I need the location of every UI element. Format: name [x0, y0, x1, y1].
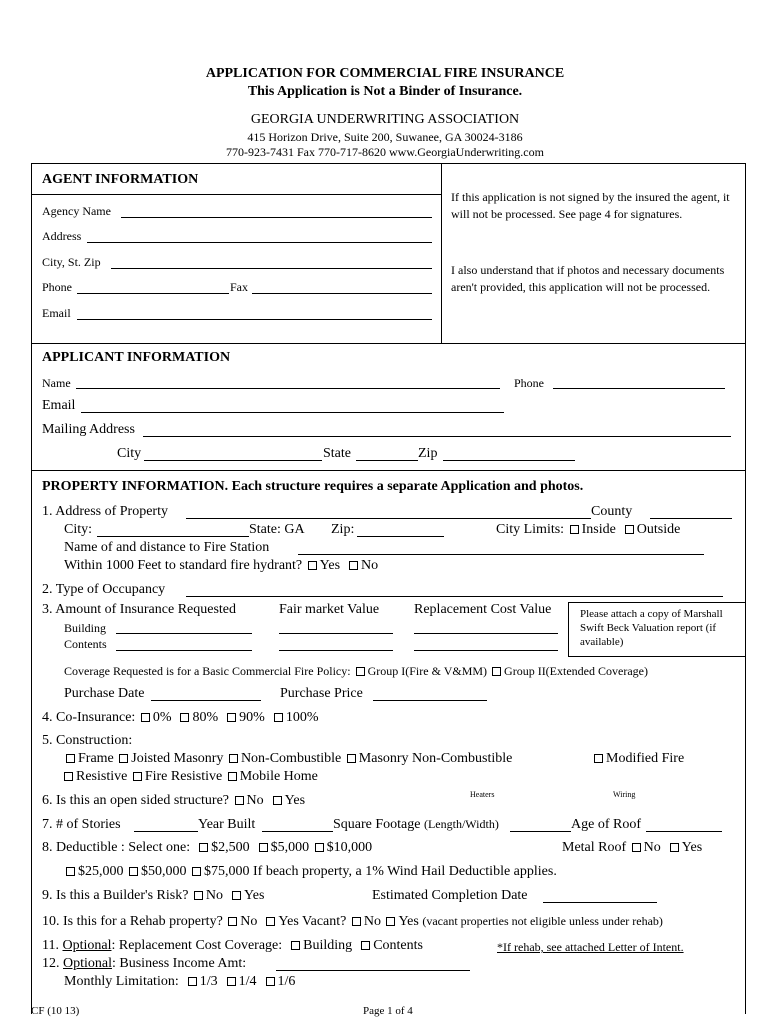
mobile-home-checkbox[interactable]: [228, 772, 237, 781]
rc-contents-checkbox[interactable]: [361, 941, 370, 950]
contents-amount-field[interactable]: [116, 650, 252, 651]
agent-email-label: Email: [42, 306, 71, 320]
agent-city-field[interactable]: [111, 268, 432, 269]
business-income-label: 12. Optional: Business Income Amt:: [42, 956, 247, 971]
rehab-no-checkbox[interactable]: [228, 917, 237, 926]
fire-station-label: Name of and distance to Fire Station: [64, 540, 270, 555]
fair-market-label: Fair market Value: [279, 602, 380, 617]
agent-address-label: Address: [42, 229, 82, 243]
agent-fax-label: Fax: [230, 280, 248, 294]
sqft-field[interactable]: [510, 831, 571, 832]
applicant-email-field[interactable]: [81, 412, 504, 413]
agent-heading: AGENT INFORMATION: [42, 172, 199, 187]
rehab-letter-note: *If rehab, see attached Letter of Intent.: [497, 940, 684, 954]
outside-label: Outside: [636, 522, 681, 537]
ded-10000-checkbox[interactable]: [315, 843, 324, 852]
metal-roof-no-checkbox[interactable]: [632, 843, 641, 852]
stories-field[interactable]: [134, 831, 198, 832]
contents-fmv-field[interactable]: [279, 650, 393, 651]
agent-fax-field[interactable]: [252, 293, 432, 294]
form-id: CF (10 13): [31, 1005, 80, 1017]
fire-resistive-checkbox[interactable]: [133, 772, 142, 781]
property-zip-field[interactable]: [357, 536, 444, 537]
hydrant-no-checkbox[interactable]: [349, 561, 358, 570]
resistive-mark: [64, 772, 73, 781]
page-number: Page 1 of 4: [363, 1005, 413, 1017]
applicant-city-label: City: [117, 446, 142, 461]
applicant-heading: APPLICANT INFORMATION: [42, 350, 231, 365]
construction-row1: Frame Joisted Masonry Non-Combustible Masonry Non-Combustible: [64, 752, 512, 766]
county-label: County: [591, 504, 633, 519]
documents-notice: I also understand that if photos and necessary documents aren't provided, this application will not be processed.: [451, 263, 725, 294]
builders-risk-yes-checkbox[interactable]: [232, 891, 241, 900]
org-name: GEORGIA UNDERWRITING ASSOCIATION: [250, 112, 520, 127]
open-sided-yes-checkbox[interactable]: [273, 796, 282, 805]
applicant-state-field[interactable]: [356, 460, 418, 461]
group2-checkbox[interactable]: [492, 667, 501, 676]
property-heading: PROPERTY INFORMATION. Each structure requires a separate Application and photos.: [42, 479, 584, 494]
monthly-1-3-checkbox[interactable]: [188, 977, 197, 986]
purchase-price-label: Purchase Price: [280, 686, 363, 701]
year-built-field[interactable]: [262, 831, 333, 832]
building-fmv-field[interactable]: [279, 633, 393, 634]
org-address: 415 Horizon Drive, Suite 200, Suwanee, GA 30024-3186: [247, 130, 523, 144]
agency-name-field[interactable]: [121, 217, 432, 218]
roof-age-field[interactable]: [646, 831, 722, 832]
building-amount-field[interactable]: [116, 633, 252, 634]
modified-fire: Modified Fire: [592, 752, 684, 766]
agent-email-field[interactable]: [77, 319, 432, 320]
applicant-name-label: Name: [42, 376, 71, 390]
hydrant-yes-checkbox[interactable]: [308, 561, 317, 570]
co-100-checkbox[interactable]: [274, 713, 283, 722]
applicant-name-field[interactable]: [76, 388, 500, 389]
year-built-label: Year Built: [198, 817, 256, 832]
applicant-phone-label: Phone: [514, 376, 544, 390]
building-label: Building: [64, 621, 107, 635]
form-subtitle: This Application is Not a Binder of Insurance.: [247, 84, 523, 99]
mailing-address-field[interactable]: [143, 436, 731, 437]
agency-name-label: Agency Name: [42, 204, 111, 218]
ded-50000-checkbox[interactable]: [129, 867, 138, 876]
open-sided: 6. Is this an open sided structure? No Yes: [42, 793, 306, 808]
q2-label: 2. Type of Occupancy: [42, 582, 166, 597]
co-80-checkbox[interactable]: [180, 713, 189, 722]
signature-notice: If this application is not signed by the insured the agent, it will not be processed. See page 4 for signatures.: [451, 190, 730, 221]
co-insurance: 4. Co-Insurance: 0% 80% 90% 100%: [42, 710, 319, 725]
wiring-label: Wiring: [613, 790, 636, 799]
metal-roof-yes-checkbox[interactable]: [670, 843, 679, 852]
hydrant-question: Within 1000 Feet to standard fire hydrant? Yes No: [64, 558, 379, 573]
inside-label: Inside: [581, 522, 616, 537]
replacement-cost-coverage: 11. Optional: Replacement Cost Coverage: Building Contents: [42, 938, 423, 953]
fire-station-field[interactable]: [298, 554, 704, 555]
rc-building-checkbox[interactable]: [291, 941, 300, 950]
applicant-state-label: State: [323, 446, 351, 461]
agent-phone-field[interactable]: [77, 293, 229, 294]
masonry-non-combustible-checkbox[interactable]: [347, 754, 356, 763]
property-address-field[interactable]: [186, 518, 591, 519]
contents-label: Contents: [64, 637, 107, 651]
property-city-label: City:: [64, 522, 93, 537]
builders-risk-no-checkbox[interactable]: [194, 891, 203, 900]
roof-age-label: Age of Roof: [571, 817, 641, 832]
co-90-checkbox[interactable]: [227, 713, 236, 722]
applicant-zip-label: Zip: [418, 446, 438, 461]
construction-row2: Resistive Fire Resistive Mobile Home: [64, 770, 318, 784]
property-zip-label: Zip:: [331, 522, 355, 537]
non-combustible-checkbox[interactable]: [229, 754, 238, 763]
ded-2500-checkbox[interactable]: [199, 843, 208, 852]
building-rcv-field[interactable]: [414, 633, 558, 634]
ded-25000-checkbox[interactable]: [66, 867, 75, 876]
mailing-address-label: Mailing Address: [42, 422, 135, 437]
applicant-city-field[interactable]: [144, 460, 322, 461]
heaters-label: Heaters: [470, 790, 495, 799]
occupancy-field[interactable]: [186, 596, 723, 597]
metal-roof: Metal Roof No Yes: [562, 840, 703, 855]
replacement-label: Replacement Cost Value: [414, 602, 552, 617]
rehab-question: 10. Is this for a Rehab property? No Yes Vacant? No Yes (vacant properties not eligible unless under rehab): [42, 914, 663, 929]
vacant-no-checkbox[interactable]: [352, 917, 361, 926]
q1-label: 1. Address of Property: [42, 504, 168, 519]
business-income-field[interactable]: [276, 970, 470, 971]
state-ga-label: State: GA: [249, 522, 305, 537]
applicant-phone-field[interactable]: [553, 388, 725, 389]
rehab-yes-checkbox[interactable]: [266, 917, 275, 926]
agent-city-label: City, St. Zip: [42, 255, 101, 269]
group1-checkbox[interactable]: [356, 667, 365, 676]
builders-risk: 9. Is this a Builder's Risk? No Yes: [42, 888, 265, 903]
purchase-date-label: Purchase Date: [64, 686, 145, 701]
monthly-limitation: Monthly Limitation: 1/3 1/4 1/6: [64, 974, 296, 989]
completion-date-label: Estimated Completion Date: [372, 888, 528, 903]
deductible-row2: $25,000 $50,000 $75,000 If beach property, a 1% Wind Hail Deductible applies.: [64, 865, 557, 879]
property-city-field[interactable]: [97, 536, 249, 537]
org-contact: 770-923-7431 Fax 770-717-8620 www.GeorgiaUnderwriting.com: [226, 145, 544, 159]
applicant-zip-field[interactable]: [443, 460, 575, 461]
agent-divider: [441, 163, 442, 343]
frame-checkbox[interactable]: [66, 754, 75, 763]
purchase-price-field[interactable]: [373, 700, 487, 701]
county-field[interactable]: [650, 518, 732, 519]
vacant-yes-checkbox[interactable]: [386, 917, 395, 926]
contents-rcv-field[interactable]: [414, 650, 558, 651]
deductible-row1: 8. Deductible : Select one: $2,500 $5,000 $10,000: [42, 840, 373, 855]
ded-75000-checkbox[interactable]: [192, 867, 201, 876]
ded-5000-checkbox[interactable]: [259, 843, 268, 852]
sqft-label: Square Footage (Length/Width): [333, 817, 499, 832]
stories-label: 7. # of Stories: [42, 817, 121, 832]
modified-fire-checkbox[interactable]: [594, 754, 603, 763]
purchase-date-field[interactable]: [151, 700, 261, 701]
form-title: APPLICATION FOR COMMERCIAL FIRE INSURANCE: [205, 66, 565, 81]
attach-note: Please attach a copy of Marshall Swift Beck Valuation report (if available): [580, 608, 723, 648]
coverage-requested: Coverage Requested is for a Basic Commercial Fire Policy: Group I(Fire & V&MM) Group II(Extended Coverage): [64, 664, 648, 678]
inside-checkbox[interactable]: [570, 525, 579, 534]
co-0-checkbox[interactable]: [141, 713, 150, 722]
outside-checkbox[interactable]: [625, 525, 634, 534]
monthly-1-4-checkbox[interactable]: [227, 977, 236, 986]
q3-label: 3. Amount of Insurance Requested: [42, 602, 237, 617]
city-limits-label: City Limits: Inside Outside: [496, 522, 681, 537]
joisted-masonry-checkbox[interactable]: [119, 754, 128, 763]
applicant-section-rule: [31, 470, 745, 471]
agent-phone-label: Phone: [42, 280, 72, 294]
applicant-email-label: Email: [42, 398, 76, 413]
agent-section-rule: [31, 343, 745, 344]
open-sided-no-checkbox[interactable]: [235, 796, 244, 805]
completion-date-field[interactable]: [543, 902, 657, 903]
agent-address-field[interactable]: [87, 242, 432, 243]
q5-label: 5. Construction:: [42, 733, 133, 748]
monthly-1-6-checkbox[interactable]: [266, 977, 275, 986]
agent-heading-rule: [31, 194, 442, 195]
